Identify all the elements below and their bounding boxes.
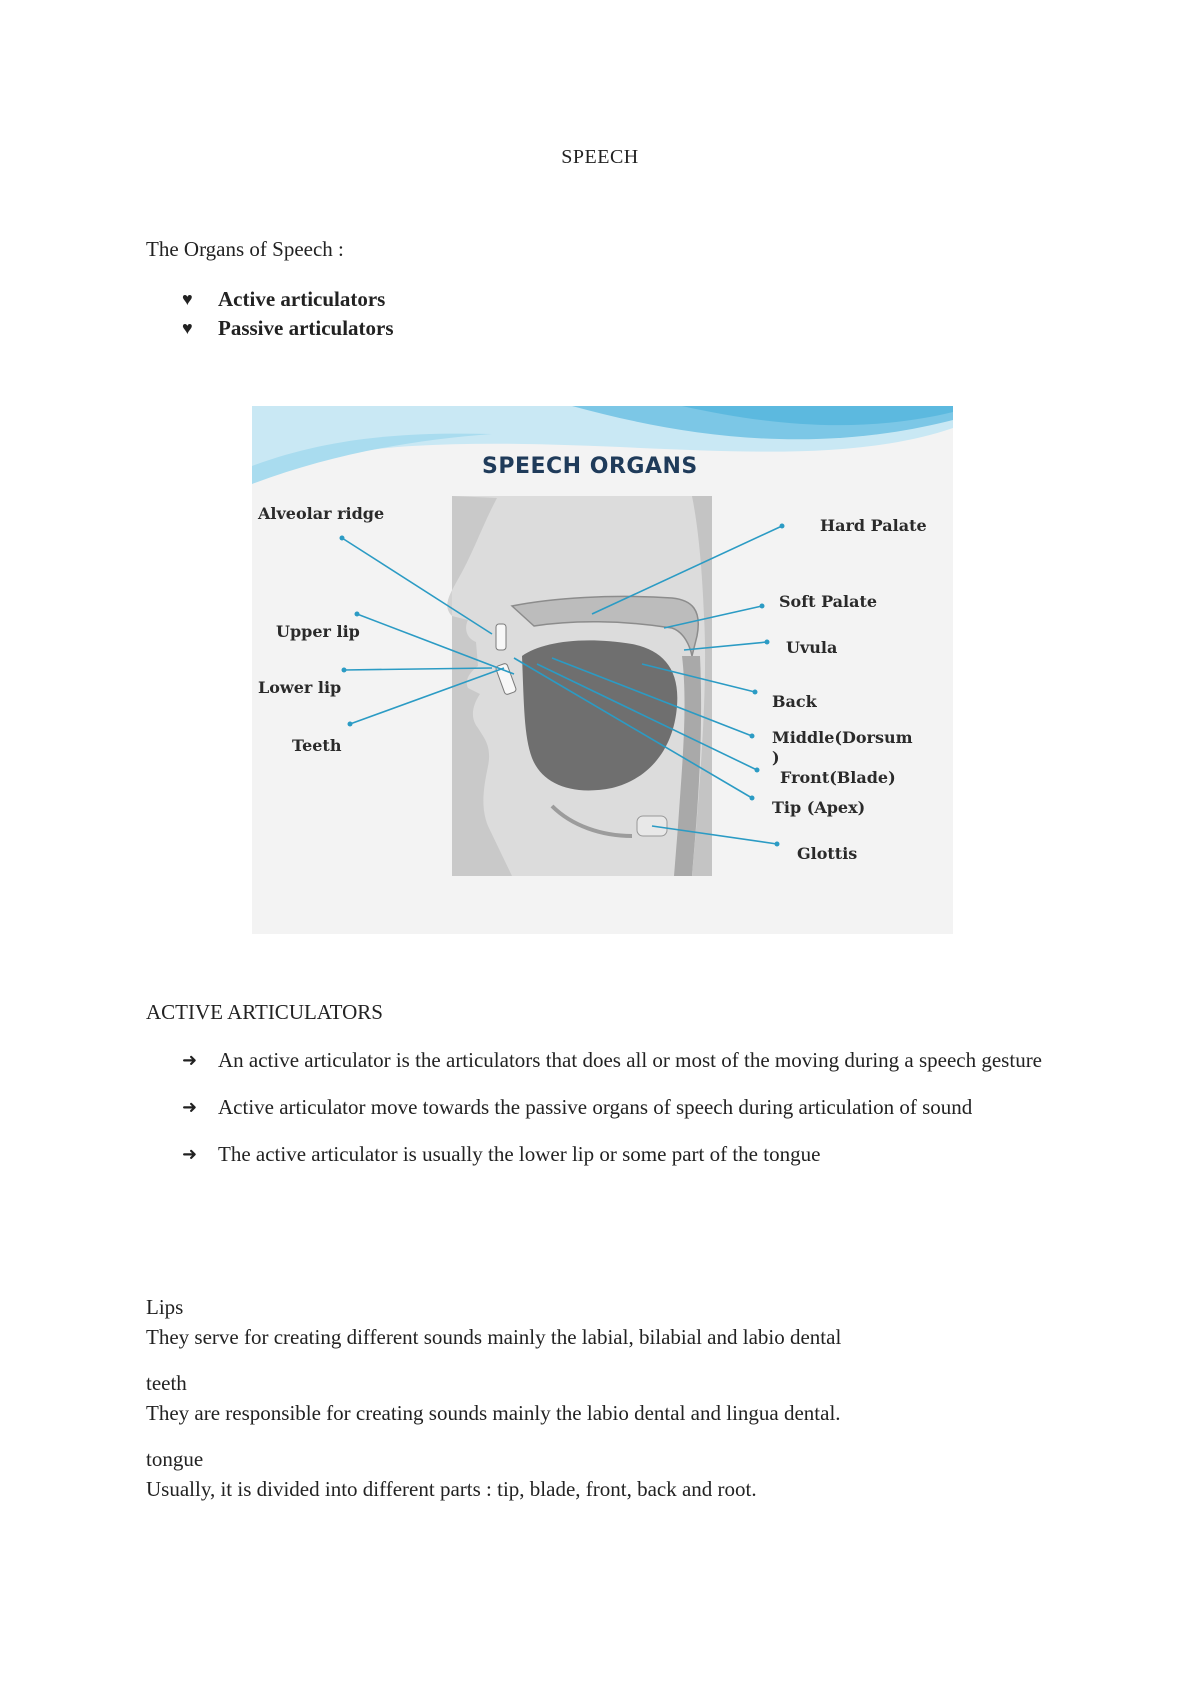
label-teeth: Teeth	[292, 736, 342, 755]
label-hard-palate: Hard Palate	[820, 516, 927, 535]
section-text: Usually, it is divided into different parts : tip, blade, front, back and root.	[146, 1477, 757, 1501]
section-text: They are responsible for creating sounds mainly the labio dental and lingua dental.	[146, 1401, 841, 1425]
section-lips	[146, 1292, 1066, 1352]
articulator-type: Passive articulators	[218, 316, 394, 340]
intro-label: The Organs of Speech :	[146, 237, 344, 261]
list-item	[182, 285, 394, 314]
point-text: An active articulator is the articulators that does all or most of the moving during a speech gesture	[218, 1048, 1043, 1072]
label-uvula: Uvula	[786, 638, 838, 657]
label-lower-lip: Lower lip	[258, 678, 342, 697]
heart-bullet-icon: ♥	[182, 289, 193, 309]
label-alveolar-ridge: Alveolar ridge	[258, 504, 385, 523]
articulator-type-list	[182, 285, 394, 343]
point-text: Active articulator move towards the passive organs of speech during articulation of sound	[218, 1095, 973, 1119]
section-heading: tongue	[146, 1447, 204, 1471]
section-text: They serve for creating different sounds mainly the labial, bilabial and labio dental	[146, 1325, 842, 1349]
active-articulators-heading: ACTIVE ARTICULATORS	[146, 1000, 383, 1024]
label-upper-lip: Upper lip	[276, 622, 360, 641]
speech-organs-figure	[252, 406, 953, 934]
figure-title: SPEECH ORGANS	[482, 454, 698, 479]
point-text: The active articulator is usually the lower lip or some part of the tongue	[218, 1142, 821, 1166]
active-articulator-points	[182, 1045, 1064, 1186]
arrow-bullet-icon: ➜	[182, 1144, 198, 1164]
arrow-bullet-icon: ➜	[182, 1097, 198, 1117]
label-back: Back	[772, 692, 817, 711]
section-heading: teeth	[146, 1371, 187, 1395]
list-item	[182, 1092, 1064, 1123]
articulator-type: Active articulators	[218, 287, 386, 311]
list-item	[182, 1139, 1064, 1170]
label-middle: Middle(Dorsum	[772, 728, 913, 747]
label-front: Front(Blade)	[780, 768, 896, 787]
section-heading: Lips	[146, 1295, 184, 1319]
label-glottis: Glottis	[797, 844, 858, 863]
label-middle-close: )	[772, 748, 780, 767]
list-item	[182, 1045, 1064, 1076]
label-tip: Tip (Apex)	[772, 798, 866, 817]
list-item	[182, 314, 394, 343]
section-teeth	[146, 1368, 1066, 1428]
heart-bullet-icon: ♥	[182, 318, 193, 338]
label-soft-palate: Soft Palate	[779, 592, 878, 611]
section-tongue	[146, 1444, 1066, 1504]
arrow-bullet-icon: ➜	[182, 1050, 198, 1070]
document-title: SPEECH	[561, 146, 639, 168]
